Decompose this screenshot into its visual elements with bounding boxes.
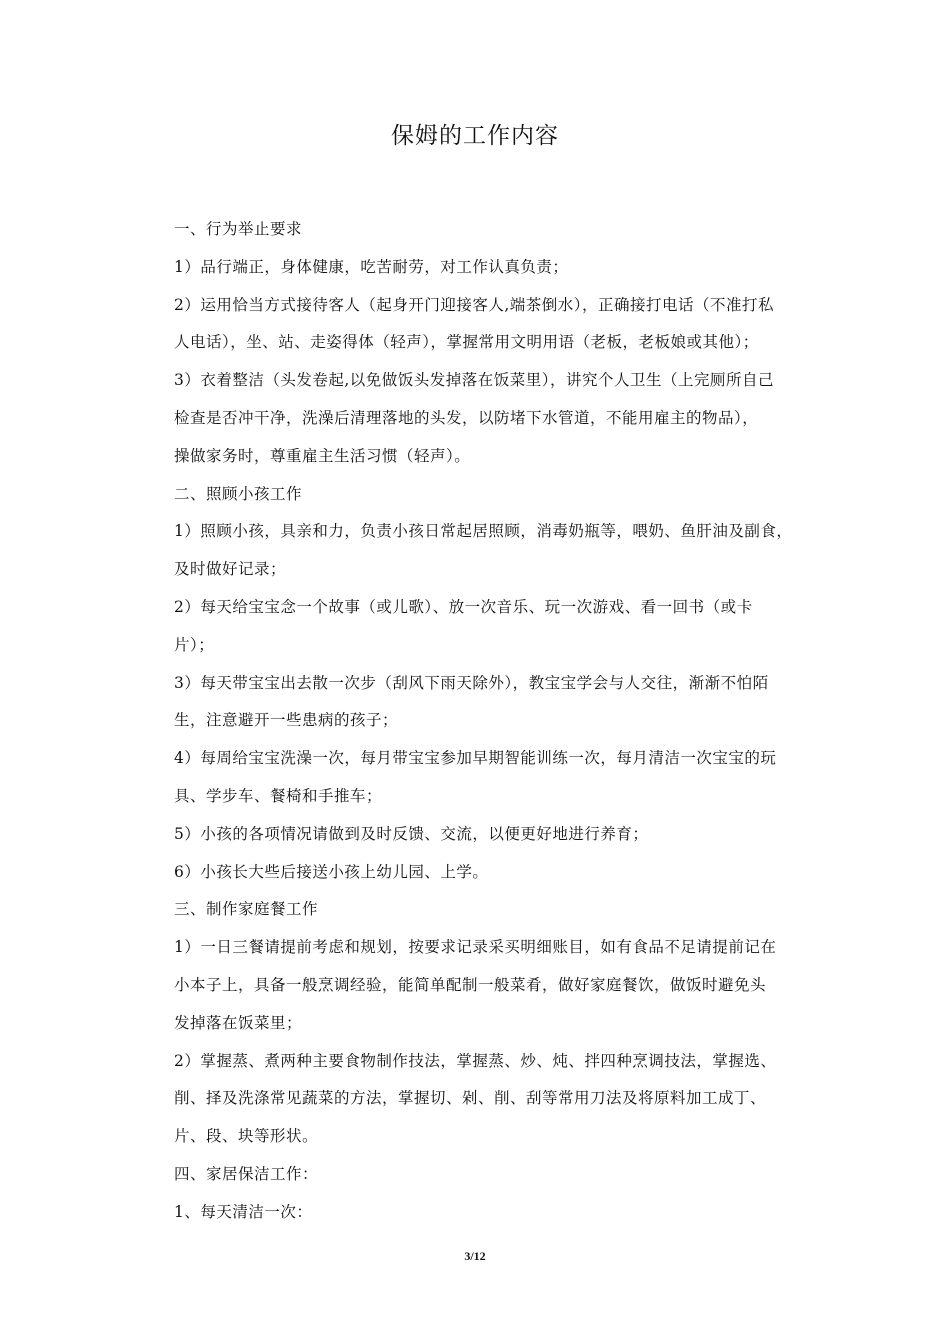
text-line: 3）每天带宝宝出去散一次步（刮风下雨天除外），教宝宝学会与人交往，渐渐不怕陌 <box>174 673 769 692</box>
text-line: 削、择及洗涤常见蔬菜的方法，掌握切、剁、削、刮等常用刀法及将原料加工成丁、 <box>174 1089 767 1108</box>
text-line: 及时做好记录； <box>174 560 287 579</box>
text-line: 1、每天清洁一次： <box>174 1202 313 1221</box>
section-heading: 一、行为举止要求 <box>174 220 303 238</box>
text-line: 6）小孩长大些后接送小孩上幼儿园、上学。 <box>174 862 489 881</box>
text-line: 检查是否冲干净，洗澡后清理落地的头发，以防堵下水管道，不能用雇主的物品）， <box>174 408 759 427</box>
section-heading: 二、照顾小孩工作 <box>174 484 303 503</box>
text-line: 1）一日三餐请提前考虑和规划，按要求记录采买明细账目，如有食品不足请提前记在 <box>174 938 777 957</box>
text-line: 2）掌握蒸、煮两种主要食物制作技法，掌握蒸、炒、炖、拌四种烹调技法，掌握选、 <box>174 1051 777 1070</box>
text-line: 小本子上，具备一般烹调经验，能简单配制一般菜肴，做好家庭餐饮，做饭时避免头 <box>174 975 767 994</box>
text-line: 片、段、块等形状。 <box>174 1127 319 1146</box>
section-heading: 四、家居保洁工作： <box>174 1164 319 1183</box>
document-body <box>174 220 829 1241</box>
text-line: 人电话），坐、站、走姿得体（轻声），掌握常用文明用语（老板，老板娘或其他）； <box>174 333 759 352</box>
text-line: 发掉落在饭菜里； <box>174 1013 303 1032</box>
page-number: 3/12 <box>464 1249 486 1263</box>
text-line: 片）； <box>174 635 215 654</box>
text-line: 生，注意避开一些患病的孩子； <box>174 711 399 730</box>
text-line: 5）小孩的各项情况请做到及时反馈、交流，以便更好地进行养育； <box>174 824 649 843</box>
text-line: 操做家务时，尊重雇主生活习惯（轻声）。 <box>174 446 471 465</box>
section-heading: 三、制作家庭餐工作 <box>174 900 319 919</box>
text-line: 4）每周给宝宝洗澡一次，每月带宝宝参加早期智能训练一次，每月清洁一次宝宝的玩 <box>174 749 777 768</box>
text-line: 具、学步车、餐椅和手推车； <box>174 786 383 805</box>
page-title: 保姆的工作内容 <box>391 123 559 149</box>
text-line: 2）运用恰当方式接待客人（起身开门迎接客人,端茶倒水），正确接打电话（不准打私 <box>174 295 775 314</box>
text-line: 3）衣着整洁（头发卷起,以免做饭头发掉落在饭菜里），讲究个人卫生（上完厕所自己 <box>174 371 775 390</box>
text-line: 1）品行端正，身体健康，吃苦耐劳，对工作认真负责； <box>174 257 569 276</box>
text-line: 1）照顾小孩，具亲和力，负责小孩日常起居照顾，消毒奶瓶等，喂奶、鱼肝油及副食， <box>174 522 793 541</box>
text-line: 2）每天给宝宝念一个故事（或儿歌）、放一次音乐、玩一次游戏、看一回书（或卡 <box>174 597 753 616</box>
